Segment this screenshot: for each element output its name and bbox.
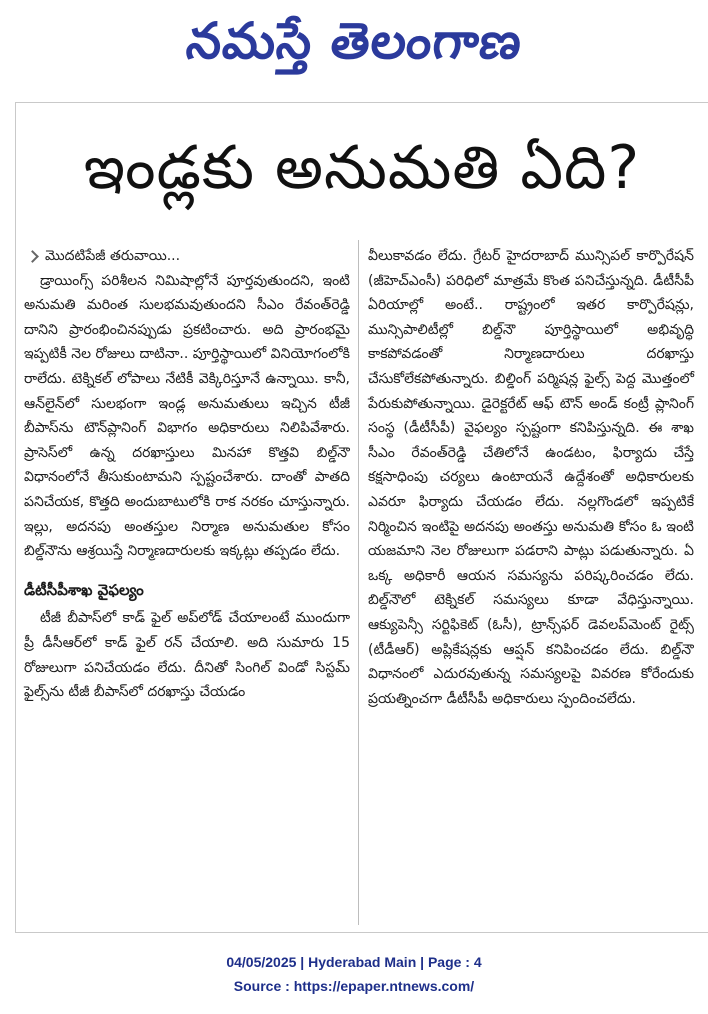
article-paragraph: వీలుకావడం లేదు. గ్రేటర్ హైదరాబాద్ మున్సిపల్ కార్పొరేషన్ (జీహెచ్‌ఎంసీ) పరిధిలో మాత్రమే కొంత పనిచేస్తున్నది. డీటీసీపీ ఏరియాల్లో అంటే.. రాష్ట్రంలో ఇతర కార్పొరేషన్లు, మున్సిపాలిటీల్లో బిల్డ్‌నౌ పూర్తిస్థాయిలో అభివృద్ధి కాకపోవడంతో నిర్మాణదారులు దరఖాస్తు చేసుకోలేకపోతున్నారు. బిల్డింగ్ పర్మిషన్ల ఫైల్స్ పెద్ద మొత్తంలో పేరుకుపోతున్నాయి. డైరెక్టరేట్ ఆఫ్ టౌన్ అండ్ కంట్రీ ప్లానింగ్ సంస్థ (డీటీసీపీ) వైఫల్యం స్పష్టంగా కనిపిస్తున్నది. ఈ శాఖ సీఎం రేవంత్‌రెడ్డి చేతిలోనే ఉండటం, ఫిర్యాదు చేస్తే కక్షసాధింపు చర్యలు ఉంటాయనే ఉద్దేశంతో అధికారులకు ఎవరూ ఫిర్యాదు చేయడం లేదు. నల్లగొండలో ఇప్పటికే నిర్మించిన ఇంటిపై అదనపు అంతస్తు అనుమతి కోసం ఓ ఇంటి యజమాని నెల రోజులుగా పడరాని పాట్లు పడుతున్నారు. ఏ ఒక్క అధికారీ ఆయన సమస్యను పరిష్కరించడం లేదు. బిల్డ్‌నౌలో టెక్నికల్ సమస్యలు కూడా వేధిస్తున్నాయి. ఆక్యుపెన్సీ సర్టిఫికెట్ (ఓసీ), ట్రాన్స్‌ఫర్ డెవలప్‌మెంట్ రైట్స్ (టీడీఆర్) అప్లికేషన్లకు ఆప్షన్ కనిపించడం లేదు. బిల్డ్‌నౌ విధానంలో ఎదురవుతున్న సమస్యలపై వివరణ కోరేందుకు ప్రయత్నించగా డీటీసీపీ అధికారులు స్పందించలేదు. <box>368 248 694 707</box>
newspaper-logo: నమస్తే తెలంగాణ <box>183 12 526 70</box>
edition-info: 04/05/2025 | Hyderabad Main | Page : 4 <box>226 954 482 970</box>
frame-border-bottom <box>15 932 708 933</box>
article-column-left <box>24 244 350 705</box>
frame-border-left <box>15 102 16 932</box>
source-link[interactable]: Source : https://epaper.ntnews.com/ <box>233 978 475 994</box>
article-column-right <box>368 244 694 711</box>
article-headline: ఇండ్లకు అనుమతి ఏది? <box>83 133 641 203</box>
column-divider <box>358 240 359 925</box>
frame-border-top <box>15 102 708 103</box>
continuation-marker <box>24 244 350 269</box>
masthead <box>0 0 708 95</box>
article-paragraph: డ్రాయింగ్స్ పరిశీలన నిమిషాల్లోనే పూర్తవుతుందని, ఇంటి అనుమతి మరింత సులభమవుతుందని సీఎం రేవంత్‌రెడ్డి దానిని ప్రారంభించినప్పుడు ప్రకటించారు. అది ప్రారంభమై ఇప్పటికీ నెల రోజులు దాటినా.. పూర్తిస్థాయిలో వినియోగంలోకి రాలేదు. టెక్నికల్ లోపాలు నేటికీ వెక్కిరిస్తూనే ఉన్నాయి. కానీ, ఆన్‌లైన్‌లో సులభంగా ఇండ్ల అనుమతులు ఇచ్చిన టీజీ బీపాస్‌ను టౌన్‌ప్లానింగ్ విభాగం అధికారులు నిలిపివేశారు. ప్రాసెస్‌లో ఉన్న దరఖాస్తులు మినహా కొత్తవి బిల్డ్‌నౌ విధానంలోనే తీసుకుంటామని స్పష్టంచేశారు. దాంతో పాతది పనిచేయక, కొత్తది అందుబాటులోకి రాక నరకం చూస్తున్నారు. ఇల్లు, అదనపు అంతస్తుల నిర్మాణ అనుమతుల కోసం బిల్డ్‌నౌను ఆశ్రయిస్తే నిర్మాణదారులకు ఇక్కట్లు తప్పడం లేదు. <box>24 272 350 560</box>
article-paragraph: టీజీ బీపాస్‌లో కాడ్ ఫైల్ అప్‌లోడ్ చేయాలంటే ముందుగా ప్రీ డీసీఆర్‌లో కాడ్ ఫైల్ రన్ చేయాలి. అది సుమారు 15 రోజులుగా పనిచేయడం లేదు. దీనితో సింగిల్ విండో సిస్టమ్ ఫైల్స్‌ను టీజీ బీపాస్‌లో దరఖాస్తు చేయడం <box>24 610 350 701</box>
continuation-text: మొదటిపేజీ తరువాయి... <box>45 248 181 264</box>
chevron-right-icon <box>26 250 39 263</box>
section-subheading: డీటీసీపీశాఖ వైఫల్యం <box>24 580 144 599</box>
